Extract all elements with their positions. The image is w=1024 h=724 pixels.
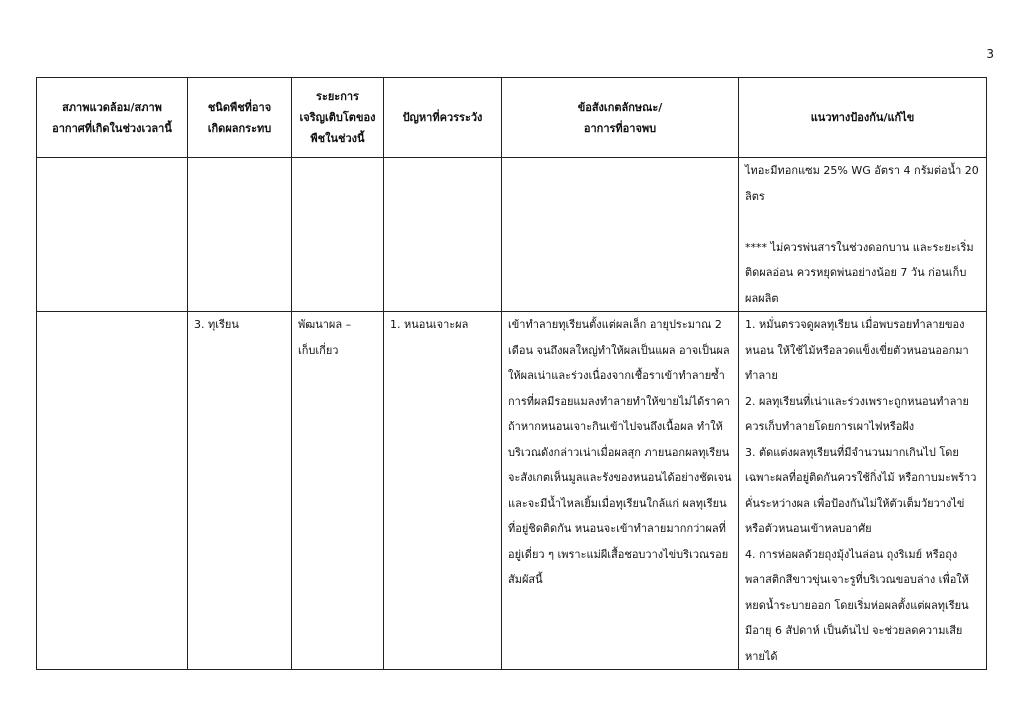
cell-symptoms <box>502 158 739 312</box>
page-number: 3 <box>986 47 994 61</box>
header-symptoms: ข้อสังเกตลักษณะ/ อาการที่อาจพบ <box>502 78 739 158</box>
cell-growth-stage <box>292 158 384 312</box>
cell-prevention: ไทอะมีทอกแซม 25% WG อัตรา 4 กรัมต่อน้ำ 20 ลิตร **** ไม่ควรพ่นสารในช่วงดอกบาน และระยะเริ่มติดผลอ่อน ควรหยุดพ่นอย่างน้อย 7 วัน ก่อนเก็บผลผลิต <box>739 158 987 312</box>
cell-problem <box>384 158 502 312</box>
cell-crop <box>188 158 292 312</box>
crop-advisory-table <box>36 77 987 670</box>
table-header-row <box>37 78 987 158</box>
cell-growth-stage: พัฒนาผล – เก็บเกี่ยว <box>292 312 384 670</box>
table-row <box>37 158 987 312</box>
header-environment: สภาพแวดล้อม/สภาพ อากาศที่เกิดในช่วงเวลานี้ <box>37 78 188 158</box>
table-row <box>37 312 987 670</box>
cell-environment <box>37 312 188 670</box>
header-prevention: แนวทางป้องกัน/แก้ไข <box>739 78 987 158</box>
cell-problem: 1. หนอนเจาะผล <box>384 312 502 670</box>
header-crop: ชนิดพืชที่อาจ เกิดผลกระทบ <box>188 78 292 158</box>
cell-environment <box>37 158 188 312</box>
cell-symptoms: เข้าทำลายทุเรียนตั้งแต่ผลเล็ก อายุประมาณ 2 เดือน จนถึงผลใหญ่ทำให้ผลเป็นแผล อาจเป็นผลให้ผลเน่าและร่วงเนื่องจากเชื้อราเข้าทำลายซ้ำ การที่ผลมีรอยแมลงทำลายทำให้ขายไม่ได้ราคา ถ้าหากหนอนเจาะกินเข้าไปจนถึงเนื้อผล ทำให้บริเวณดังกล่าวเน่าเมื่อผลสุก ภายนอกผลทุเรียนจะสังเกตเห็นมูลและรังของหนอนได้อย่างชัดเจน และจะมีน้ำไหลเยิ้มเมื่อทุเรียนใกล้แก่ ผลทุเรียนที่อยู่ชิดติดกัน หนอนจะเข้าทำลายมากกว่าผลที่อยู่เดี่ยว ๆ เพราะแม่ผีเสื้อชอบวางไข่บริเวณรอยสัมผัสนี้ <box>502 312 739 670</box>
cell-prevention: 1. หมั่นตรวจดูผลทุเรียน เมื่อพบรอยทำลายของหนอน ให้ใช้ไม้หรือลวดแข็งเขี่ยตัวหนอนออกมาทำลาย 2. ผลทุเรียนที่เน่าและร่วงเพราะถูกหนอนทำลายควรเก็บทำลายโดยการเผาไฟหรือฝัง 3. ตัดแต่งผลทุเรียนที่มีจำนวนมากเกินไป โดยเฉพาะผลที่อยู่ติดกันควรใช้กิ่งไม้ หรือกาบมะพร้าวคั่นระหว่างผล เพื่อป้องกันไม่ให้ตัวเต็มวัยวางไข่หรือตัวหนอนเข้าหลบอาศัย 4. การห่อผลด้วยถุงมุ้งไนล่อน ถุงริเมย์ หรือถุงพลาสติกสีขาวขุ่นเจาะรูที่บริเวณขอบล่าง เพื่อให้หยดน้ำระบายออก โดยเริ่มห่อผลตั้งแต่ผลทุเรียนมีอายุ 6 สัปดาห์ เป็นต้นไป จะช่วยลดความเสียหายได้ <box>739 312 987 670</box>
header-growth-stage: ระยะการ เจริญเติบโตของ พืชในช่วงนี้ <box>292 78 384 158</box>
header-problem: ปัญหาที่ควรระวัง <box>384 78 502 158</box>
cell-crop: 3. ทุเรียน <box>188 312 292 670</box>
